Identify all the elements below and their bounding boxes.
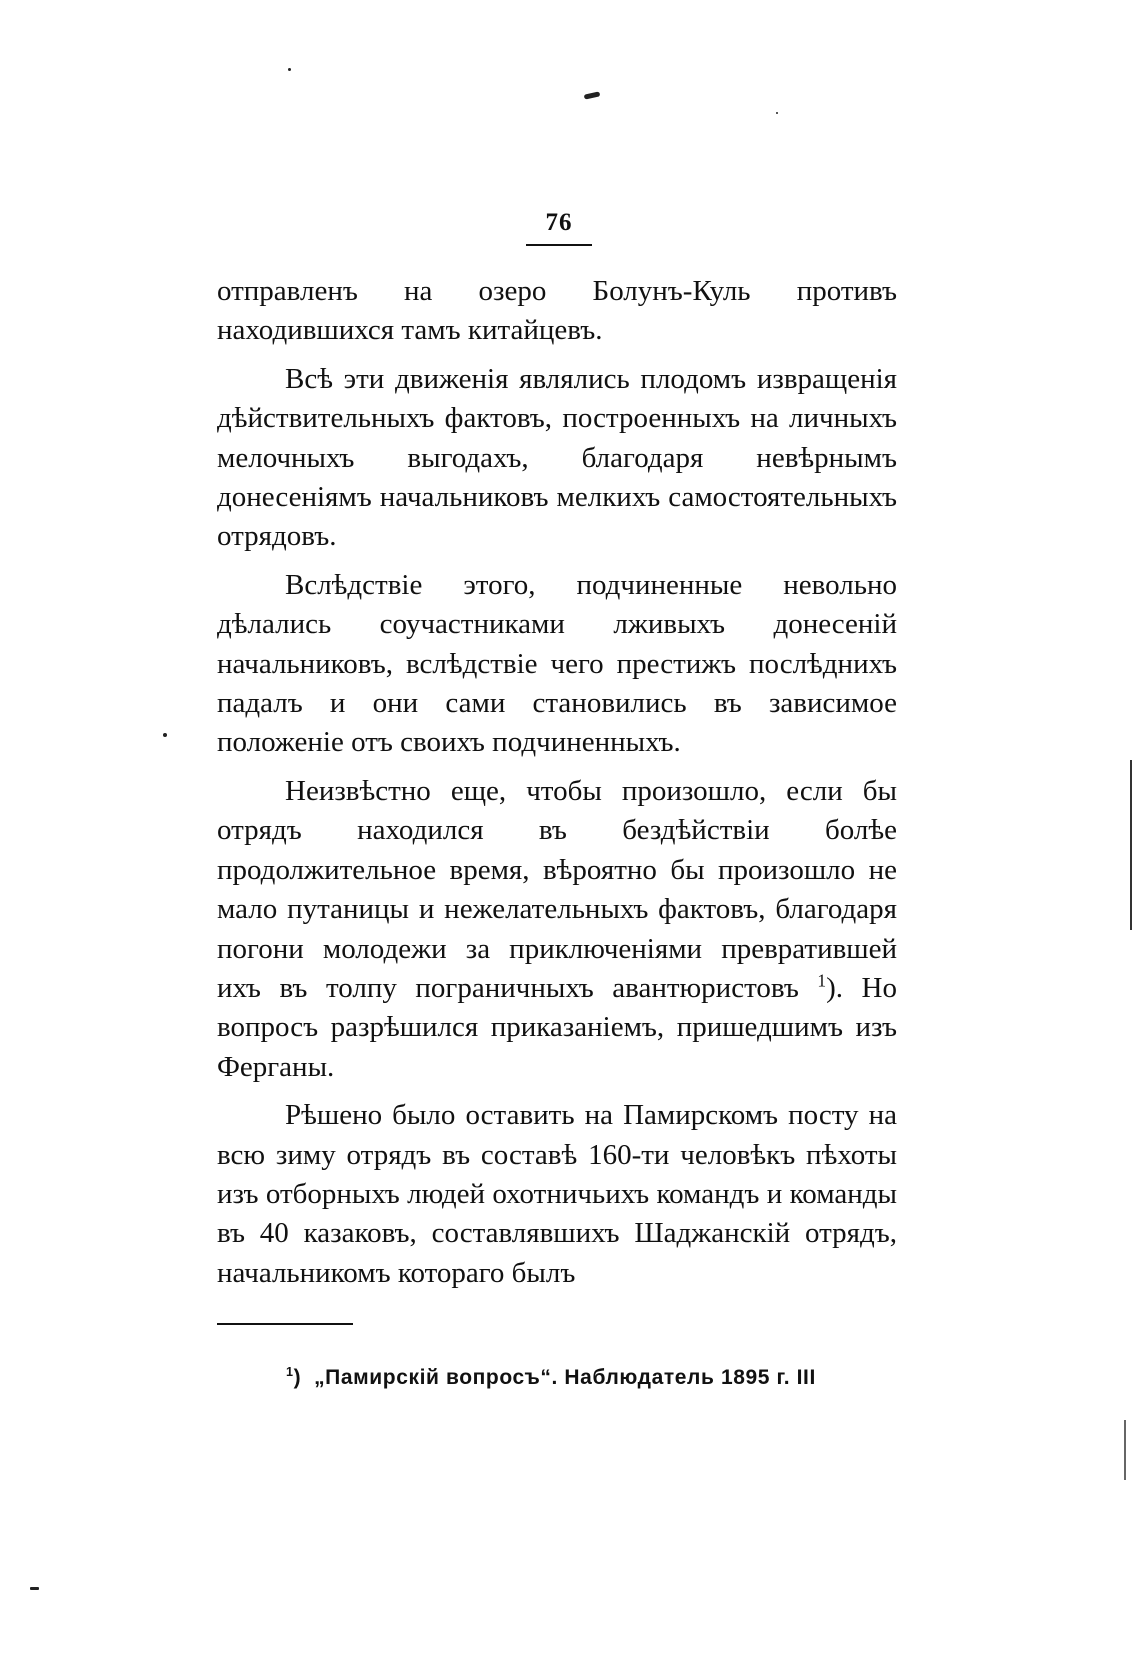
- scan-speck: [776, 112, 778, 114]
- scan-edge-line: [1124, 1420, 1126, 1480]
- body-text: [217, 272, 897, 1302]
- footnote-marker-paren: ): [293, 1366, 302, 1389]
- paragraph-5: [217, 1096, 897, 1293]
- scan-speck: [30, 1587, 39, 1590]
- scan-speck: [288, 68, 291, 71]
- paragraph-2: [217, 360, 897, 557]
- page-number: 76: [545, 209, 573, 236]
- footnote-marker: 1: [286, 1365, 294, 1379]
- footnote-rule: [217, 1323, 353, 1325]
- paragraph-3: [217, 566, 897, 763]
- paragraph-text: ). Но вопросъ разрѣшился приказаніемъ, пришедшимъ изъ Ферганы.: [217, 971, 897, 1083]
- scan-speck: [584, 91, 601, 99]
- paragraph-1: [217, 272, 897, 351]
- footnote: [286, 1365, 906, 1391]
- paragraph-text: Рѣшено было оставить на Памирскомъ посту на всю зиму отрядъ въ составѣ 160-ти человѣкъ пѣхоты изъ отборныхъ людей охотничьихъ командъ и команды въ 40 казаковъ, составлявшихъ Шаджанскій отрядъ, начальникомъ котораго былъ: [217, 1099, 897, 1289]
- paragraph-text: Вслѣдствіе этого, подчиненные невольно дѣлались соучастниками лживыхъ донесеній начальниковъ, вслѣдствіе чего престижъ послѣднихъ падалъ и они сами становились въ зависимое положеніе отъ своихъ подчиненныхъ.: [217, 568, 897, 759]
- scan-edge-line: [1130, 760, 1132, 930]
- paragraph-text: Неизвѣстно еще, чтобы произошло, если бы отрядъ находился въ бездѣйствіи болѣе продолжительное время, вѣроятно бы произошло не мало путаницы и нежелательныхъ фактовъ, благодаря погони молодежи за приключеніями превратившей ихъ въ толпу пограничныхъ авантюристовъ: [217, 774, 897, 1004]
- paragraph-text: отправленъ на озеро Болунъ-Куль противъ находившихся тамъ китайцевъ.: [217, 275, 897, 347]
- paragraph-text: Всѣ эти движенія являлись плодомъ извращенія дѣйствительныхъ фактовъ, построенныхъ на личныхъ мелочныхъ выгодахъ, благодаря невѣрнымъ донесеніямъ начальниковъ мелкихъ самостоятельныхъ отрядовъ.: [217, 362, 897, 553]
- paragraph-4: [217, 772, 897, 1087]
- footnote-reference[interactable]: 1: [817, 970, 827, 991]
- scan-speck: [163, 733, 167, 737]
- footnote-text: „Памирскій вопросъ“. Наблюдатель 1895 г. III: [314, 1366, 816, 1389]
- page-number-rule: [526, 244, 592, 246]
